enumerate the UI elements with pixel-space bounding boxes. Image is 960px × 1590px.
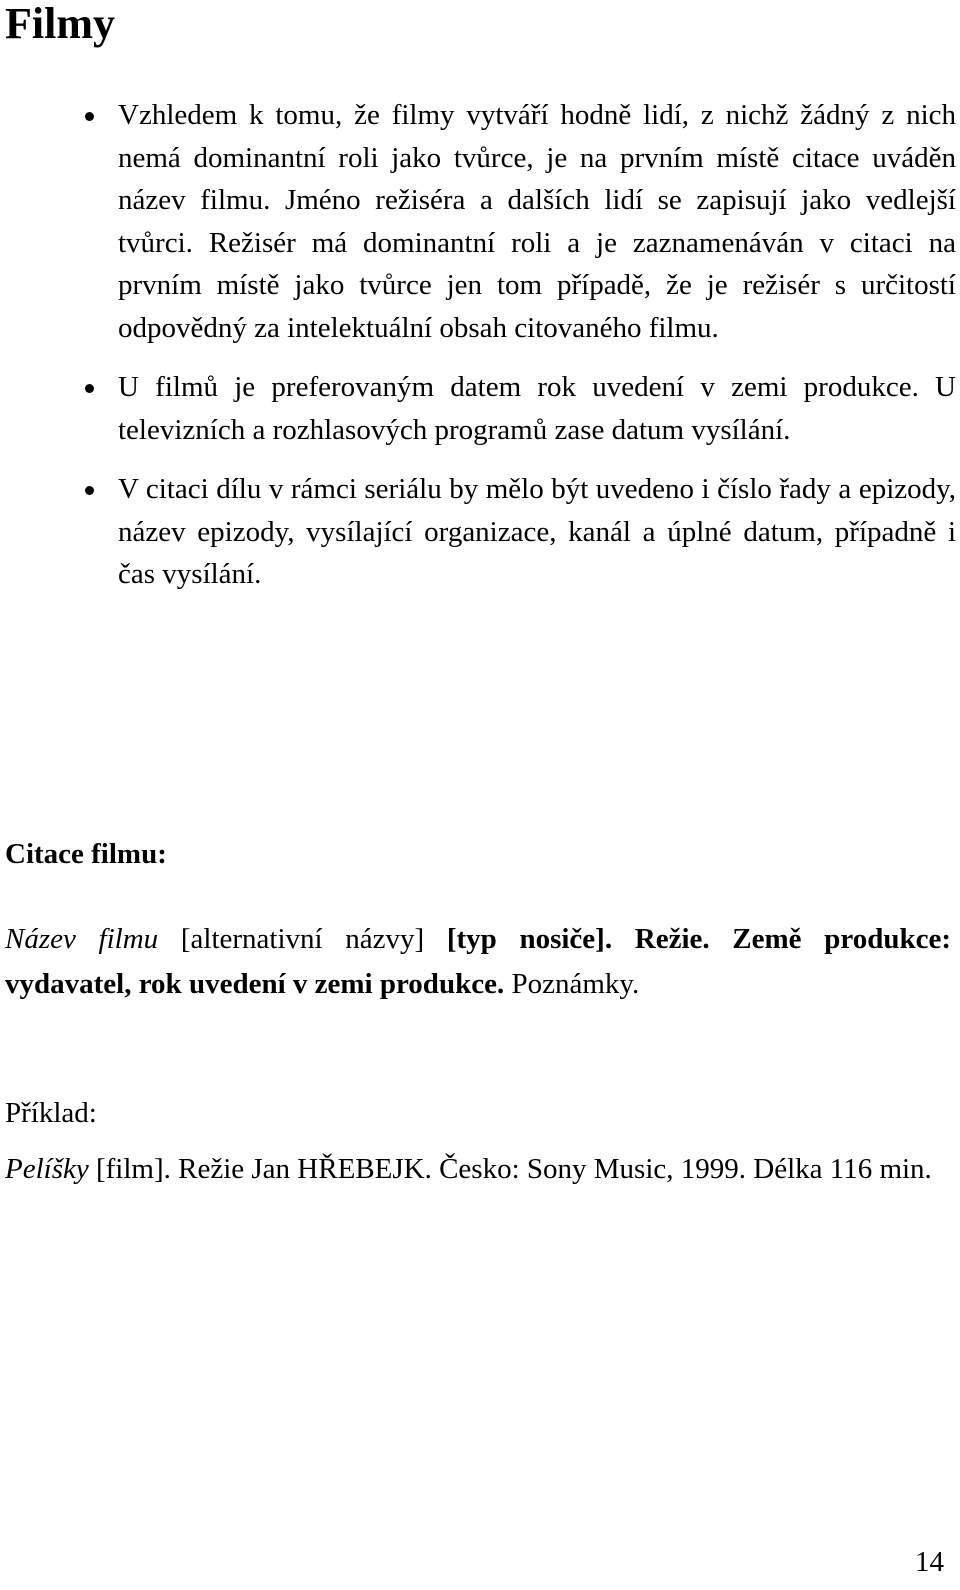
bullet-item [0,94,956,349]
bullet-text: V citaci dílu v rámci seriálu by mělo být uvedeno i číslo řady a epizody, název epizody, vysílající organizace, kanál a úplné datum, případně i čas vysílání. [118,473,956,590]
bullet-list [0,94,960,613]
bullet-item [0,366,956,451]
citation-heading: Citace filmu: [5,838,167,870]
bullet-text: Vzhledem k tomu, že filmy vytváří hodně lidí, z nichž žádný z nich nemá dominantní roli jako tvůrce, je na prvním místě citace uváděn název filmu. Jméno režiséra a dalších lidí se zapisují jako vedlejší tvůrci. Režisér má dominantní roli a je zaznamenáván v citaci na prvním místě jako tvůrce jen tom případě, že je režisér s určitostí odpovědný za intelektuální obsah citovaného filmu. [118,99,956,344]
citation-template [5,917,951,1007]
example-title: Pelíšky [5,1153,89,1185]
template-bold-part: [typ nosiče]. Režie. Země produkce: [446,923,951,955]
bullet-icon [85,112,94,121]
example-label: Příklad: [5,1097,97,1129]
template-notes: Poznámky. [504,968,640,1000]
template-alt-names: [alternativní názvy] [158,923,447,955]
example-rest: [film]. Režie Jan HŘEBEJK. Česko: Sony Music, 1999. Délka 116 min. [88,1153,932,1185]
bullet-item [0,468,956,596]
template-title: Název filmu [5,923,159,955]
template-publisher-part: vydavatel, rok uvedení v zemi produkce. [5,968,505,1000]
citation-example [5,1147,951,1192]
bullet-text: U filmů je preferovaným datem rok uvedení v zemi produkce. U televizních a rozhlasových programů zase datum vysílání. [118,371,956,446]
page-title: Filmy [5,0,115,48]
page-number: 14 [915,1546,944,1578]
bullet-icon [85,384,94,393]
bullet-icon [85,486,94,495]
